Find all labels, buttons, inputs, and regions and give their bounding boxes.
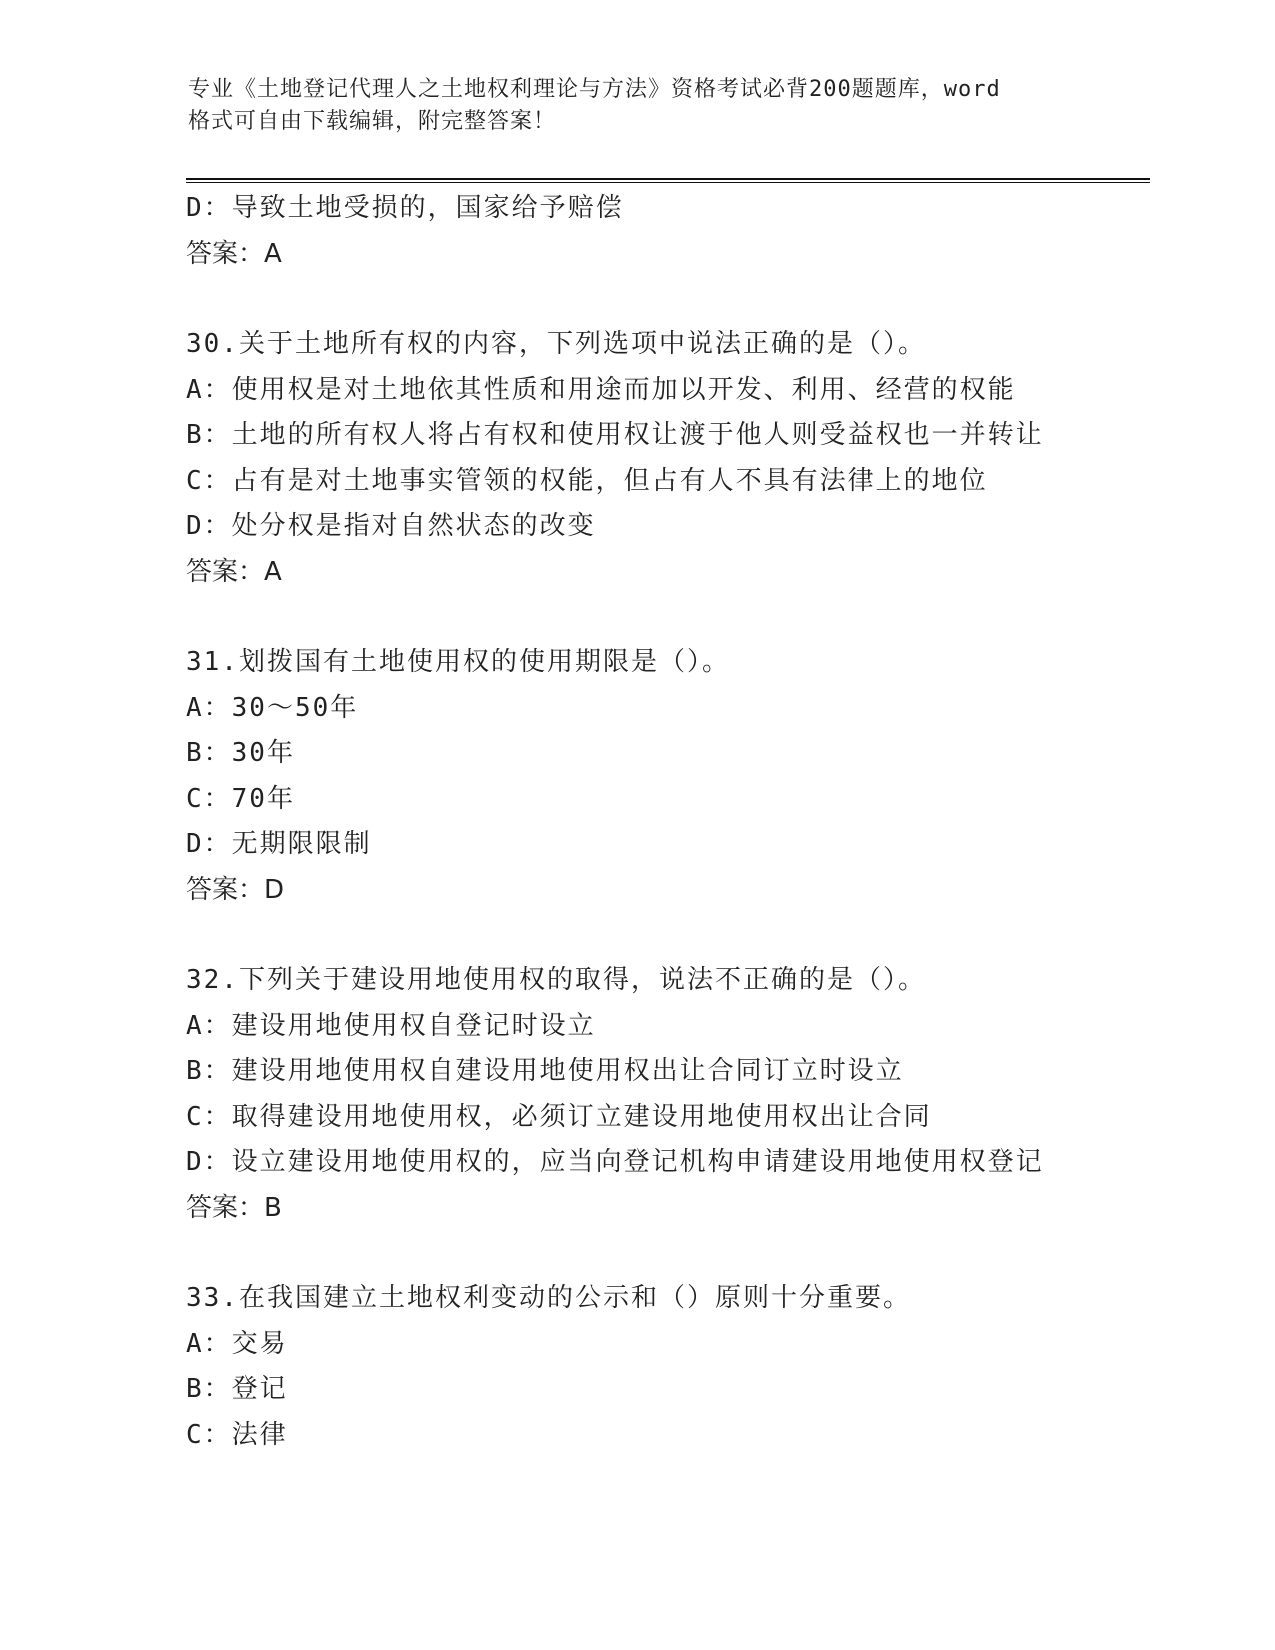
option-c: C：取得建设用地使用权，必须订立建设用地使用权出让合同: [186, 1101, 932, 1132]
option-c: C：法律: [186, 1419, 288, 1450]
document-header: [188, 74, 1088, 138]
option-a: A：使用权是对土地依其性质和用途而加以开发、利用、经营的权能: [186, 374, 1016, 405]
option-b: B：登记: [186, 1374, 288, 1404]
option-d: D：设立建设用地使用权的，应当向登记机构申请建设用地使用权登记: [186, 1147, 1044, 1177]
header-rule-thin: [186, 182, 1150, 183]
header-rule: [186, 178, 1150, 180]
answer: 答案：B: [186, 1192, 282, 1223]
option-a: A：交易: [186, 1328, 288, 1359]
answer: 答案：A: [186, 238, 282, 269]
document-body: [186, 186, 1186, 1458]
question-32: [186, 958, 1186, 1231]
question-stem: 32.下列关于建设用地使用权的取得，说法不正确的是（）。: [186, 965, 926, 995]
header-line-2: 格式可自由下载编辑，附完整答案！: [188, 109, 557, 134]
question-stem: 31.划拨国有土地使用权的使用期限是（）。: [186, 647, 730, 677]
option-b: B：土地的所有权人将占有权和使用权让渡于他人则受益权也一并转让: [186, 420, 1044, 450]
option-a: A：30～50年: [186, 692, 359, 723]
question-stem: 30.关于土地所有权的内容，下列选项中说法正确的是（）。: [186, 329, 926, 359]
header-line-1: 专业《土地登记代理人之土地权利理论与方法》资格考试必背200题题库，word: [188, 77, 1001, 102]
question-31: [186, 640, 1186, 913]
question-stem: 33.在我国建立土地权利变动的公示和（）原则十分重要。: [186, 1283, 911, 1313]
option-a: A：建设用地使用权自登记时设立: [186, 1010, 596, 1041]
option-d: D：无期限限制: [186, 829, 372, 859]
option-d: D：处分权是指对自然状态的改变: [186, 511, 596, 541]
option-c: C：占有是对土地事实管领的权能，但占有人不具有法律上的地位: [186, 465, 988, 496]
option-d: D：导致土地受损的，国家给予赔偿: [186, 193, 624, 223]
answer: 答案：D: [186, 874, 285, 905]
option-b: B：30年: [186, 738, 295, 768]
question-33: [186, 1276, 1186, 1458]
answer: 答案：A: [186, 556, 282, 587]
question-30: [186, 322, 1186, 595]
option-c: C：70年: [186, 783, 295, 814]
option-b: B：建设用地使用权自建设用地使用权出让合同订立时设立: [186, 1056, 904, 1086]
